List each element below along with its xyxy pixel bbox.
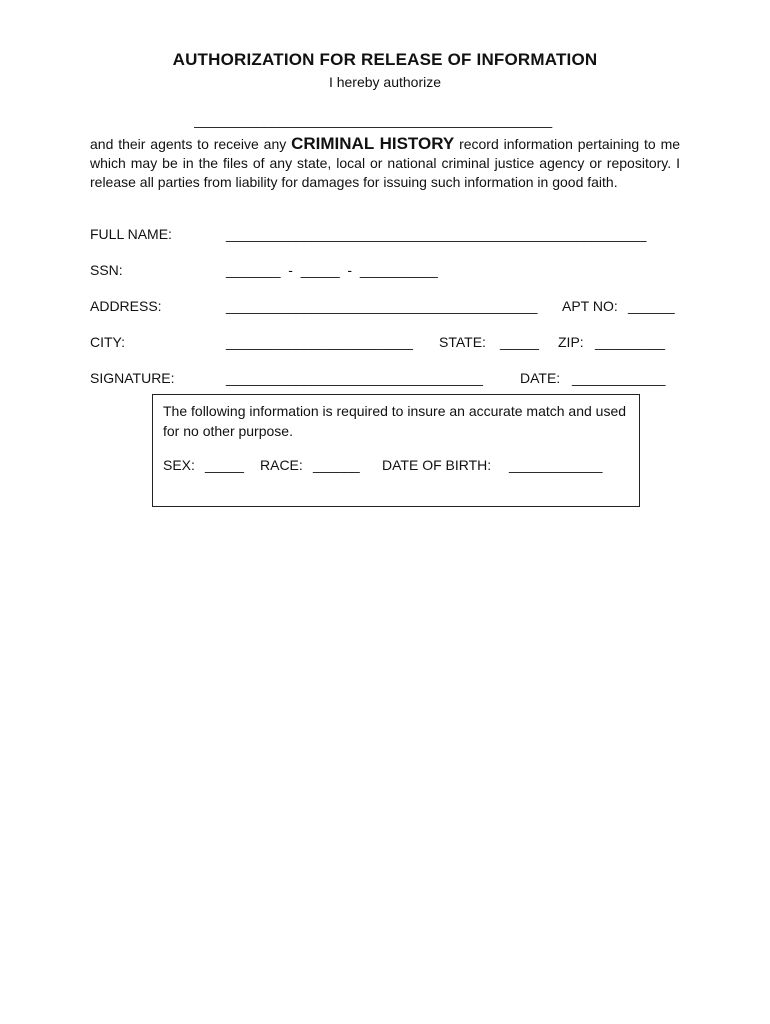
dob-label: DATE OF BIRTH: [382,457,492,473]
paragraph-text-after: record information pertaining to me which may be in the files of any state, local or national criminal justice agency or repository. I release all parties from liability for damages for issuing such information in good faith. [90,136,681,190]
address-label: ADDRESS: [90,298,162,314]
authorized-party-field[interactable]: ______________________________________________ [194,112,553,128]
zip-field[interactable]: _________ [595,334,666,350]
signature-label: SIGNATURE: [90,370,175,386]
info-box-note: The following information is required to insure an accurate match and used for no other purpose. [163,403,627,439]
ssn-row [90,262,680,282]
full-name-row [90,226,680,246]
dob-field[interactable]: ____________ [509,457,603,473]
authorization-paragraph [90,134,680,192]
zip-label: ZIP: [558,334,584,350]
address-row [90,298,680,318]
city-field[interactable]: ________________________ [226,334,413,350]
apt-no-field[interactable]: ______ [628,298,675,314]
date-field[interactable]: ____________ [572,370,666,386]
signature-row [90,370,680,390]
paragraph-emphasis: CRIMINAL HISTORY [291,134,455,153]
sex-label: SEX: [163,457,195,473]
sex-field[interactable]: _____ [205,457,244,473]
state-label: STATE: [439,334,486,350]
date-label: DATE: [520,370,561,386]
ssn-field[interactable]: _______ - _____ - __________ [226,262,438,278]
race-field[interactable]: ______ [313,457,360,473]
demographic-info-box [152,394,640,507]
address-field[interactable]: ________________________________________ [226,298,538,314]
apt-no-label: APT NO: [562,298,618,314]
race-label: RACE: [260,457,303,473]
page-title: AUTHORIZATION FOR RELEASE OF INFORMATION [172,50,598,69]
city-label: CITY: [90,334,126,350]
full-name-label: FULL NAME: [90,226,172,242]
full-name-field[interactable]: ______________________________________________________ [226,226,647,242]
city-row [90,334,680,354]
ssn-label: SSN: [90,262,123,278]
paragraph-text-before: and their agents to receive any [90,136,292,152]
signature-field[interactable]: _________________________________ [226,370,483,386]
state-field[interactable]: _____ [500,334,539,350]
page-subtitle: I hereby authorize [328,74,442,90]
